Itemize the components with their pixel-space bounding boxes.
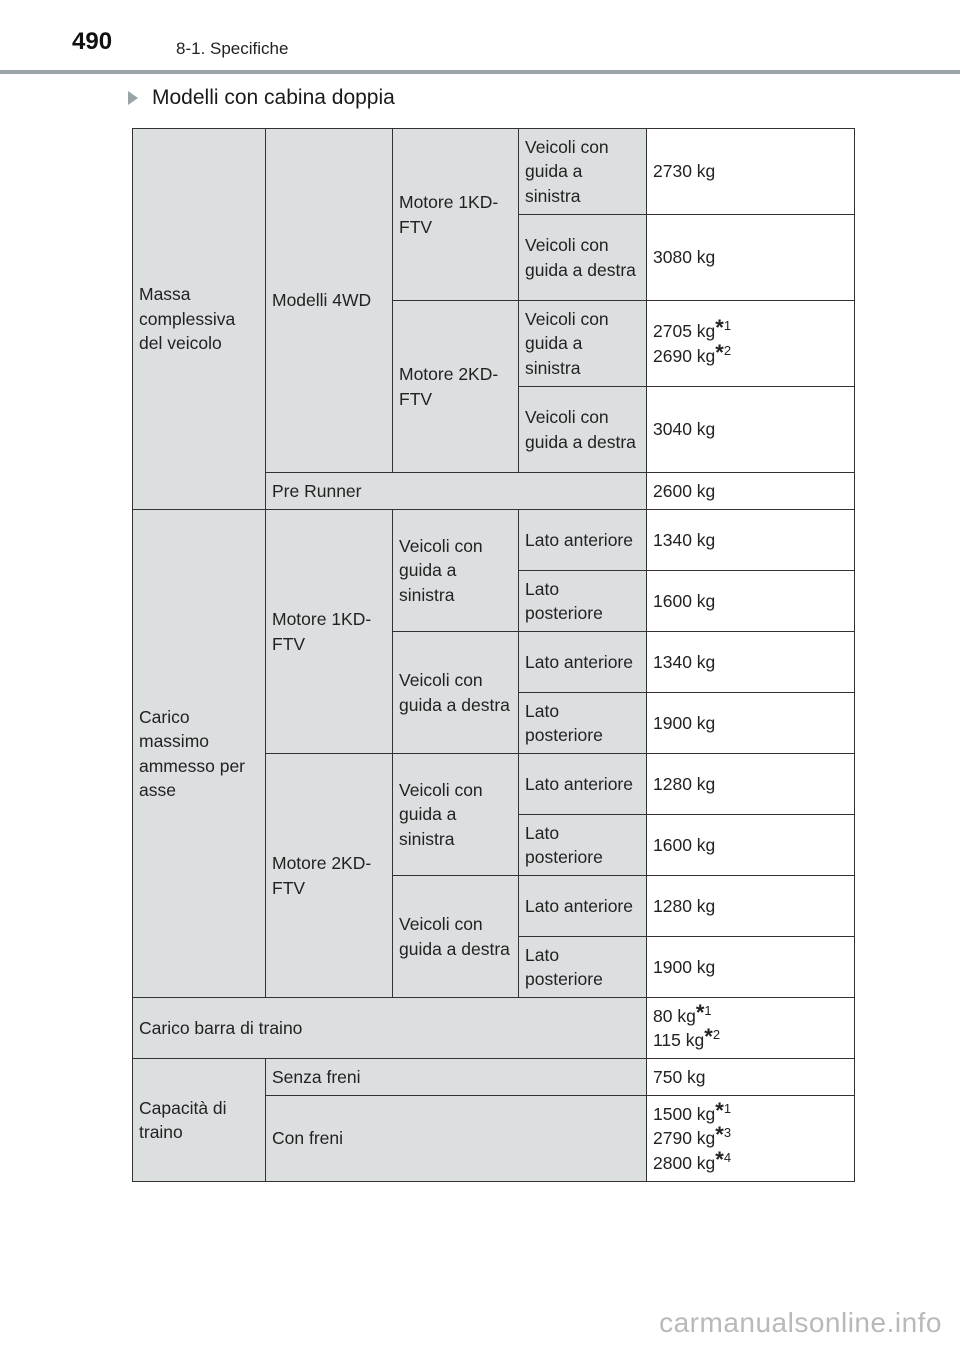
value-cell: 750 kg xyxy=(647,1059,855,1096)
value-cell: 3080 kg xyxy=(647,215,855,301)
front-axle-cell: Lato anteriore xyxy=(519,754,647,815)
table-row xyxy=(133,129,855,215)
value-cell: 3040 kg xyxy=(647,387,855,473)
row-header-gvw: Massa complessiva del veicolo xyxy=(133,129,266,510)
value-text: 2705 kg xyxy=(653,321,716,341)
value-cell: 1600 kg xyxy=(647,571,855,632)
footnote-number: 1 xyxy=(723,318,732,334)
value-cell: 1900 kg xyxy=(647,937,855,998)
front-axle-cell: Lato anteriore xyxy=(519,632,647,693)
table-row xyxy=(133,1059,855,1096)
value-cell xyxy=(647,1096,855,1182)
rear-axle-cell: Lato posteriore xyxy=(519,571,647,632)
value-text: 115 kg xyxy=(653,1030,705,1050)
rear-axle-cell: Lato posteriore xyxy=(519,815,647,876)
value-text: 1500 kg xyxy=(653,1103,716,1124)
lhd-cell: Veicoli con guida a sinistra xyxy=(519,129,647,215)
section-title: 8-1. Specifiche xyxy=(176,39,289,58)
engine-2kd-cell: Motore 2KD-FTV xyxy=(266,754,393,998)
value-cell: 1280 kg xyxy=(647,754,855,815)
footnote-number: 2 xyxy=(712,1027,721,1043)
table-row xyxy=(133,510,855,571)
specifications-table xyxy=(132,128,855,1182)
lhd-cell: Veicoli con guida a sinistra xyxy=(393,510,519,632)
rhd-cell: Veicoli con guida a destra xyxy=(519,387,647,473)
value-cell: 1340 kg xyxy=(647,632,855,693)
engine-1kd-cell: Motore 1KD-FTV xyxy=(393,129,519,301)
rear-axle-cell: Lato posteriore xyxy=(519,693,647,754)
table-row xyxy=(133,998,855,1059)
footnote-star: * xyxy=(695,999,705,1025)
value-text: 80 kg xyxy=(653,1005,696,1026)
header-divider xyxy=(0,70,960,74)
footnote-number: 1 xyxy=(704,1002,712,1018)
footnote-number: 3 xyxy=(723,1125,732,1141)
front-axle-cell: Lato anteriore xyxy=(519,510,647,571)
value-text: 2790 kg xyxy=(653,1128,716,1149)
models-4wd-cell: Modelli 4WD xyxy=(266,129,393,473)
value-cell xyxy=(647,998,855,1059)
watermark: carmanualsonline.info xyxy=(659,1307,942,1338)
pre-runner-cell: Pre Runner xyxy=(266,473,647,510)
value-cell xyxy=(647,301,855,387)
rhd-cell: Veicoli con guida a destra xyxy=(393,632,519,754)
footnote-number: 2 xyxy=(723,342,732,358)
value-cell: 1340 kg xyxy=(647,510,855,571)
value-cell: 1600 kg xyxy=(647,815,855,876)
engine-2kd-cell: Motore 2KD-FTV xyxy=(393,301,519,473)
footnote-number: 1 xyxy=(723,1100,732,1116)
footnote-number: 4 xyxy=(723,1149,732,1165)
unbraked-cell: Senza freni xyxy=(266,1059,647,1096)
footnote-star: * xyxy=(715,1122,724,1148)
triangle-bullet-icon xyxy=(128,91,138,105)
footnote-star: * xyxy=(715,315,724,340)
engine-1kd-cell: Motore 1KD-FTV xyxy=(266,510,393,754)
value-cell: 2600 kg xyxy=(647,473,855,510)
braked-cell: Con freni xyxy=(266,1096,647,1182)
value-cell: 1280 kg xyxy=(647,876,855,937)
footnote-star: * xyxy=(715,1097,724,1123)
value-cell: 1900 kg xyxy=(647,693,855,754)
row-header-axle: Carico massimo ammesso per asse xyxy=(133,510,266,998)
subheading-text: Modelli con cabina doppia xyxy=(152,86,395,109)
footnote-star: * xyxy=(704,1024,713,1049)
rhd-cell: Veicoli con guida a destra xyxy=(519,215,647,301)
front-axle-cell: Lato anteriore xyxy=(519,876,647,937)
lhd-cell: Veicoli con guida a sinistra xyxy=(393,754,519,876)
footnote-star: * xyxy=(715,339,724,365)
tongue-load-cell: Carico barra di traino xyxy=(133,998,647,1059)
rhd-cell: Veicoli con guida a destra xyxy=(393,876,519,998)
subheading xyxy=(128,86,395,110)
value-text: 2800 kg xyxy=(653,1152,716,1173)
lhd-cell: Veicoli con guida a sinistra xyxy=(519,301,647,387)
value-text: 2690 kg xyxy=(653,345,716,366)
row-header-towing: Capacità di traino xyxy=(133,1059,266,1182)
page-number: 490 xyxy=(72,28,113,55)
rear-axle-cell: Lato posteriore xyxy=(519,937,647,998)
value-cell: 2730 kg xyxy=(647,129,855,215)
footnote-star: * xyxy=(715,1146,724,1172)
